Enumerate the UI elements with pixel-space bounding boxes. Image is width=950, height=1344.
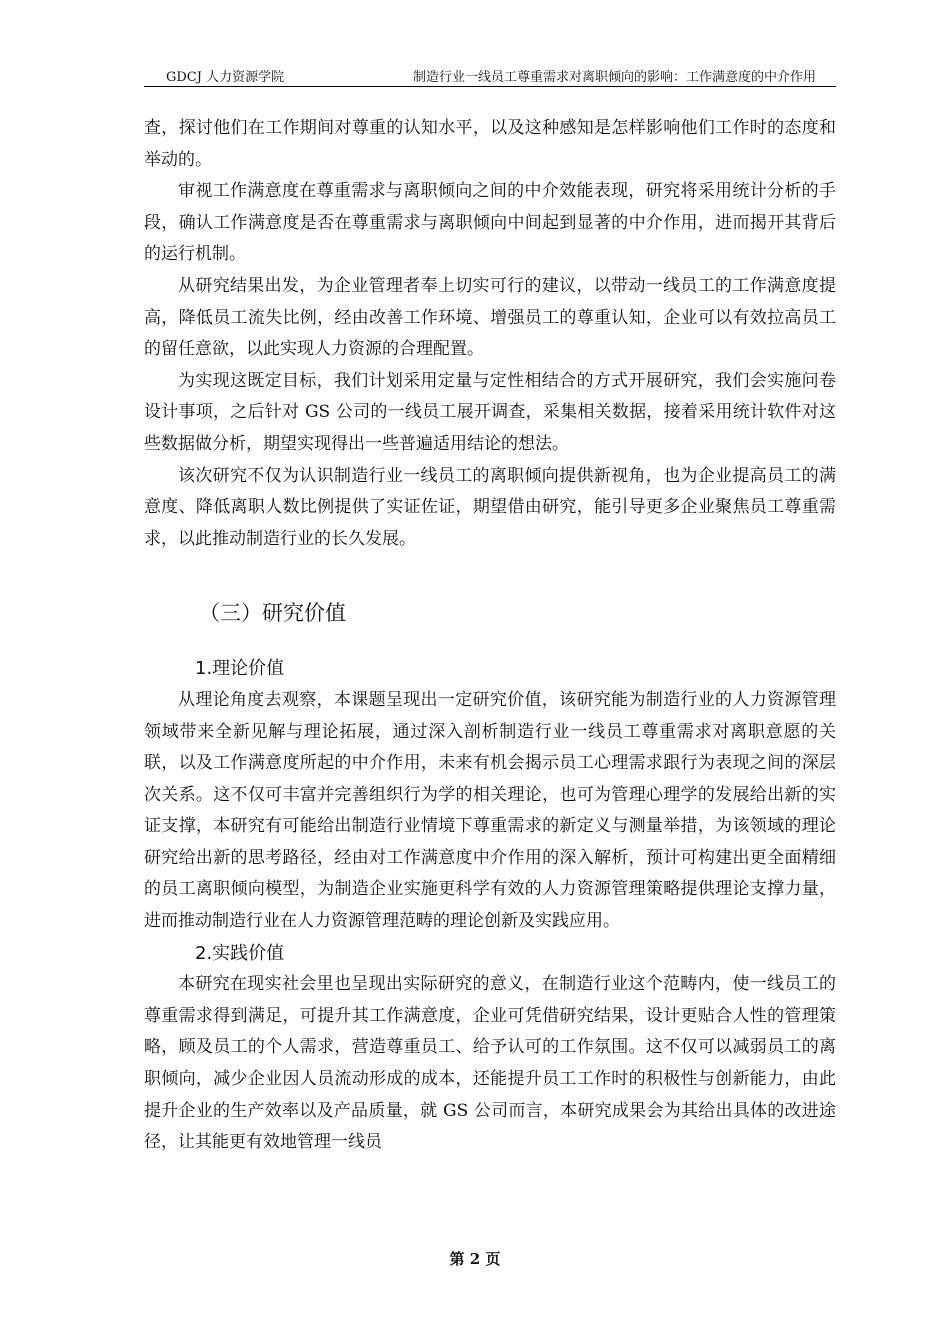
document-body xyxy=(144,113,836,1159)
paragraph-theory-value: 从理论角度去观察，本课题呈现出一定研究价值，该研究能为制造行业的人力资源管理领域带来全新见解与理论拓展，通过深入剖析制造行业一线员工尊重需求对离职意愿的关联，以及工作满意度所起的中介作用，未来有机会揭示员工心理需求跟行为表现之间的深层次关系。这不仅可丰富并完善组织行为学的相关理论，也可为管理心理学的发展给出新的实证支撑，本研究有可能给出制造行业情境下尊重需求的新定义与测量举措，为该领域的理论研究给出新的思考路径，经由对工作满意度中介作用的深入解析，预计可构建出更全面精细的员工离职倾向模型，为制造企业实施更科学有效的人力资源管理策略提供理论支撑力量，进而推动制造行业在人力资源管理范畴的理论创新及实践应用。 xyxy=(144,689,836,932)
header-thesis-title: 制造行业一线员工尊重需求对离职倾向的影响：工作满意度的中介作用 xyxy=(412,70,816,85)
page-number: 第 2 页 xyxy=(449,1250,501,1268)
header-institution: GDCJ 人力资源学院 xyxy=(166,70,285,85)
section-heading-research-value: （三）研究价值 xyxy=(199,601,346,626)
header-divider xyxy=(144,86,836,87)
paragraph: 该次研究不仅为认识制造行业一线员工的离职倾向提供新视角，也为企业提高员工的满意度、降低离职人数比例提供了实证佐证，期望借由研究，能引导更多企业聚焦员工尊重需求，以此推动制造行业的长久发展。 xyxy=(144,465,836,549)
running-header xyxy=(144,66,836,86)
paragraph-continued: 查，探讨他们在工作期间对尊重的认知水平，以及这种感知是怎样影响他们工作时的态度和举动的。 xyxy=(144,118,836,170)
subsection-heading-theory-value: 1.理论价值 xyxy=(195,658,285,680)
paragraph: 审视工作满意度在尊重需求与离职倾向之间的中介效能表现，研究将采用统计分析的手段，确认工作满意度是否在尊重需求与离职倾向中间起到显著的中介作用，进而揭开其背后的运行机制。 xyxy=(144,181,836,265)
paragraph-practice-value: 本研究在现实社会里也呈现出实际研究的意义，在制造行业这个范畴内，使一线员工的尊重需求得到满足，可提升其工作满意度，企业可凭借研究结果，设计更贴合人性的管理策略，顾及员工的个人需求，营造尊重员工、给予认可的工作氛围。这不仅可以减弱员工的离职倾向，减少企业因人员流动形成的成本，还能提升员工工作时的积极性与创新能力，由此提升企业的生产效率以及产品质量，就 GS 公司而言，本研究成果会为其给出具体的改进途径，让其能更有效地管理一线员 xyxy=(144,974,836,1153)
paragraph: 从研究结果出发，为企业管理者奉上切实可行的建议，以带动一线员工的工作满意度提高，降低员工流失比例，经由改善工作环境、增强员工的尊重认知，企业可以有效拉高员工的留任意欲，以此实现人力资源的合理配置。 xyxy=(144,275,836,360)
paragraph: 为实现这既定目标，我们计划采用定量与定性相结合的方式开展研究，我们会实施问卷设计事项，之后针对 GS 公司的一线员工展开调查，采集相关数据，接着采用统计软件对这些数据做分析，期望实现得出一些普遍适用结论的想法。 xyxy=(144,370,836,454)
subsection-heading-practice-value: 2.实践价值 xyxy=(195,942,285,964)
